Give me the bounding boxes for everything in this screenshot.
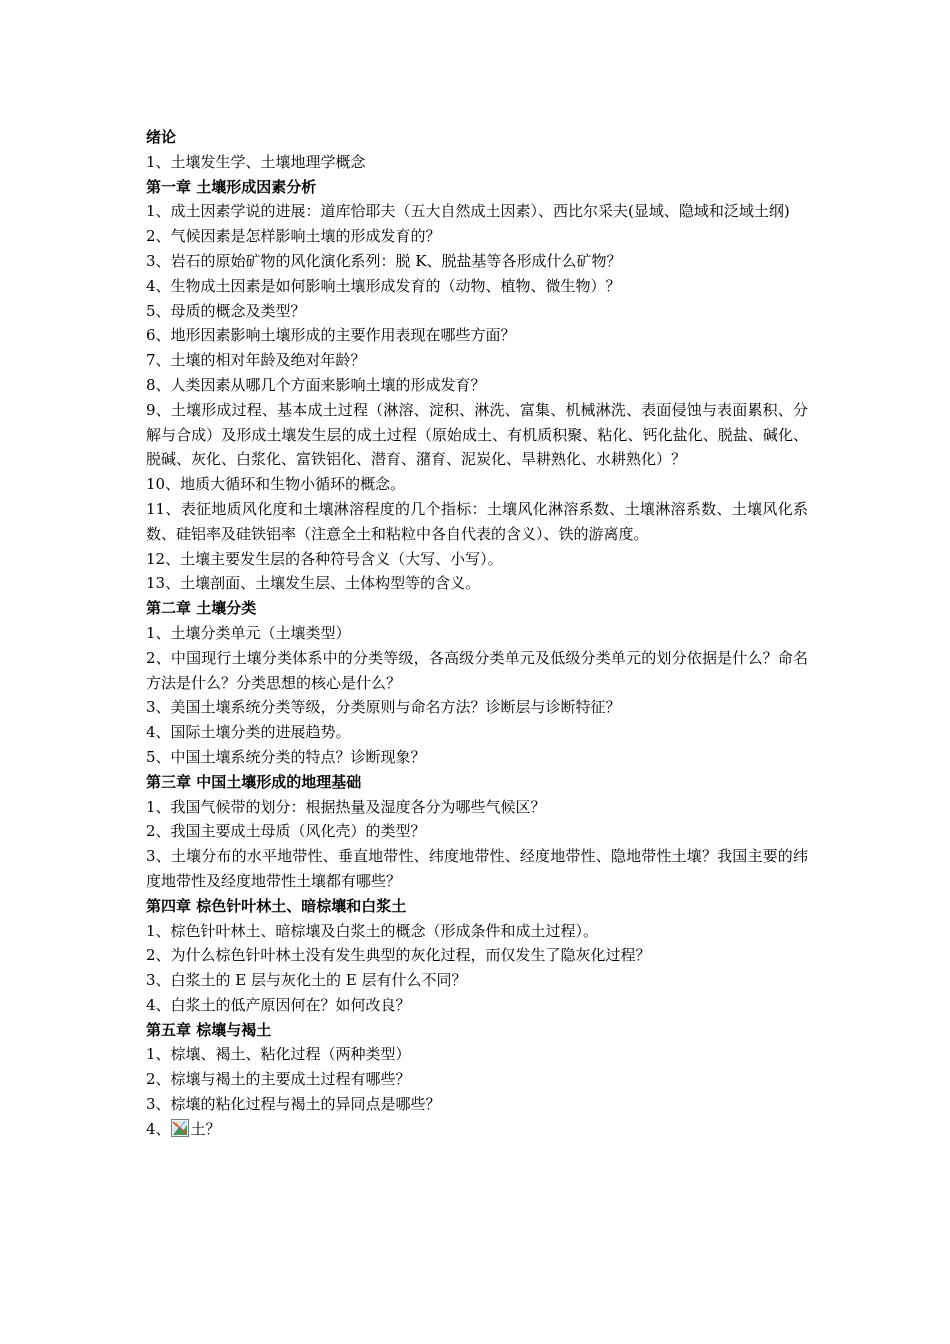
broken-image-icon xyxy=(171,1119,189,1137)
list-item: 3、白浆土的 E 层与灰化土的 E 层有什么不同？ xyxy=(146,971,467,990)
list-item: 3、棕壤的粘化过程与褐土的异同点是哪些？ xyxy=(146,1095,441,1114)
document-body xyxy=(146,125,808,1142)
list-item: 4、生物成土因素是如何影响土壤形成发育的（动物、植物、微生物）？ xyxy=(146,276,621,295)
list-item: 3、岩石的原始矿物的风化演化系列：脱 K、脱盐基等各形成什么矿物？ xyxy=(146,251,622,270)
list-item: 1、土壤分类单元（土壤类型） xyxy=(146,623,351,642)
list-item: 13、土壤剖面、土壤发生层、土体构型等的含义。 xyxy=(146,574,481,593)
list-item: 8、人类因素从哪几个方面来影响土壤的形成发育？ xyxy=(146,375,486,394)
last-item-suffix: 土？ xyxy=(190,1119,221,1138)
section-heading: 第四章 棕色针叶林土、暗棕壤和白浆土 xyxy=(146,896,407,915)
list-item: 9、土壤形成过程、基本成土过程（淋溶、淀积、淋洗、富集、机械淋洗、表面侵蚀与表面累积、分解与合成）及形成土壤发生层的成土过程（原始成土、有机质积聚、粘化、钙化盐化、脱盐、碱化、脱碱、灰化、白浆化、富铁铝化、潜育、潴育、泥炭化、旱耕熟化、水耕熟化）？ xyxy=(146,400,808,469)
list-item: 5、中国土壤系统分类的特点？诊断现象？ xyxy=(146,747,426,766)
section-heading: 第三章 中国土壤形成的地理基础 xyxy=(146,772,362,791)
list-item: 4、国际土壤分类的进展趋势。 xyxy=(146,723,351,742)
section-heading: 第五章 棕壤与褐土 xyxy=(146,1020,272,1039)
list-item: 4、白浆土的低产原因何在？如何改良？ xyxy=(146,995,411,1014)
list-item-last xyxy=(146,1117,808,1142)
list-item: 1、棕壤、褐土、粘化过程（两种类型） xyxy=(146,1045,411,1064)
list-item: 5、母质的概念及类型？ xyxy=(146,301,306,320)
list-item: 1、土壤发生学、土壤地理学概念 xyxy=(146,152,366,171)
list-item: 6、地形因素影响土壤形成的主要作用表现在哪些方面？ xyxy=(146,326,516,345)
list-item: 2、棕壤与褐土的主要成土过程有哪些？ xyxy=(146,1070,411,1089)
sections-container xyxy=(146,125,808,1117)
section-heading: 第二章 土壤分类 xyxy=(146,599,257,618)
list-item: 1、棕色针叶林土、暗棕壤及白浆土的概念（形成条件和成土过程）。 xyxy=(146,921,599,940)
list-item: 2、为什么棕色针叶林土没有发生典型的灰化过程，而仅发生了隐灰化过程？ xyxy=(146,946,651,965)
section-heading: 绪论 xyxy=(146,128,177,146)
list-item: 10、地质大循环和生物小循环的概念。 xyxy=(146,475,406,494)
list-item: 2、中国现行土壤分类体系中的分类等级，各高级分类单元及低级分类单元的划分依据是什么？命名方法是什么？分类思想的核心是什么？ xyxy=(146,648,808,692)
list-item: 1、我国气候带的划分：根据热量及湿度各分为哪些气候区？ xyxy=(146,797,546,816)
list-item: 12、土壤主要发生层的各种符号含义（大写、小写）。 xyxy=(146,549,503,568)
list-item: 3、土壤分布的水平地带性、垂直地带性、纬度地带性、经度地带性、隐地带性土壤？我国主要的纬度地带性及经度地带性土壤都有哪些？ xyxy=(146,847,808,890)
list-item: 3、美国土壤系统分类等级，分类原则与命名方法？诊断层与诊断特征？ xyxy=(146,698,621,717)
list-item: 1、成土因素学说的进展：道库恰耶夫（五大自然成土因素）、西比尔采夫(显域、隐域和泛域土纲) xyxy=(146,202,790,221)
list-item: 2、气候因素是怎样影响土壤的形成发育的？ xyxy=(146,227,441,246)
list-item: 7、土壤的相对年龄及绝对年龄？ xyxy=(146,351,366,370)
list-item: 11、表征地质风化度和土壤淋溶程度的几个指标：土壤风化淋溶系数、土壤淋溶系数、土壤风化系数、硅铝率及硅铁铝率（注意全土和粘粒中各自代表的含义）、铁的游离度。 xyxy=(146,499,808,543)
list-item: 2、我国主要成土母质（风化壳）的类型？ xyxy=(146,822,426,841)
last-item-prefix: 4、 xyxy=(146,1119,171,1138)
section-heading: 第一章 土壤形成因素分析 xyxy=(146,177,317,196)
